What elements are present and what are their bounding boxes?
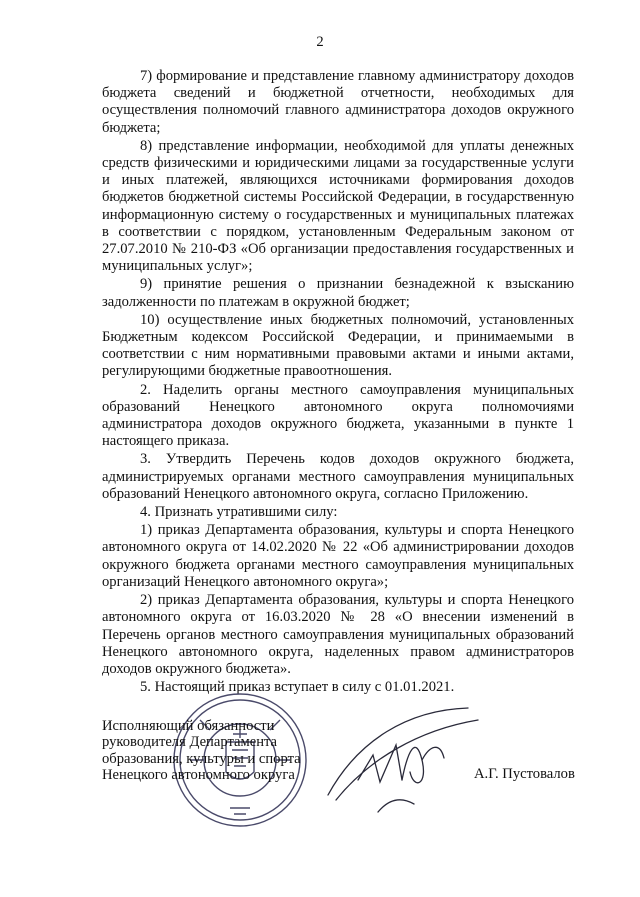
signer-position-line-3: образования, культуры и спорта	[102, 750, 301, 767]
signer-position-line-2: руководителя Департамента	[102, 734, 278, 751]
paragraph-item-10: 10) осуществление иных бюджетных полномочий, установленных Бюджетным кодексом Российской Федерации, и принимаемыми в соответствии с ним нормативными правовыми актами и иными актами, регулирующими бюджетные правоотношения.	[102, 311, 574, 380]
handwritten-signature	[318, 700, 488, 820]
paragraph-item-9: 9) принятие решения о признании безнадежной к взысканию задолженности по платежам в окружной бюджет;	[102, 276, 574, 310]
document-body	[102, 68, 574, 697]
signature-block	[102, 718, 302, 784]
signer-position-line-4: Ненецкого автономного округа	[102, 767, 295, 784]
paragraph-repeal-1: 1) приказ Департамента образования, культуры и спорта Ненецкого автономного округа от 14.02.2020 № 22 «Об администрировании доходов окружного бюджета органами местного самоуправления муниципальных организаций Ненецкого автономного округа»;	[102, 522, 574, 590]
paragraph-clause-4: 4. Признать утратившими силу:	[140, 504, 338, 521]
paragraph-repeal-2: 2) приказ Департамента образования, культуры и спорта Ненецкого автономного округа от 16.03.2020 № 28 «О внесении изменений в Перечень органов местного самоуправления муниципальных образований Ненецкого автономного округа, наделенных правом администраторов доходов окружного бюджета».	[102, 592, 574, 677]
paragraph-clause-2: 2. Наделить органы местного самоуправления муниципальных образований Ненецкого автономного округа полномочиями администратора доходов окружного бюджета, указанными в пункте 1 настоящего приказа.	[102, 381, 574, 450]
page-number: 2	[316, 34, 324, 50]
paragraph-clause-3: 3. Утвердить Перечень кодов доходов окружного бюджета, администрируемых органами местного самоуправления муниципальных образований Ненецкого автономного округа, согласно Приложению.	[102, 451, 574, 502]
paragraph-item-8: 8) представление информации, необходимой для уплаты денежных средств физическими и юридическими лицами за государственные услуги и иных платежей, являющихся источниками формирования доходов бюджетов бюджетной системы Российской Федерации, в государственную информационную систему о государственных и муниципальных платежах в соответствии с порядком, установленным Федеральным законом от 27.07.2010 № 210-ФЗ «Об организации предоставления государственных и муниципальных услуг»;	[102, 137, 574, 275]
signer-name: А.Г. Пустовалов	[474, 766, 575, 782]
signer-position-line-1: Исполняющий обязанности	[102, 718, 275, 734]
paragraph-clause-5: 5. Настоящий приказ вступает в силу с 01.01.2021.	[140, 679, 455, 696]
paragraph-item-7: 7) формирование и представление главному администратору доходов бюджета сведений и бюджетной отчетности, необходимых для осуществления полномочий главного администратора доходов окружного бюджета;	[102, 68, 574, 136]
